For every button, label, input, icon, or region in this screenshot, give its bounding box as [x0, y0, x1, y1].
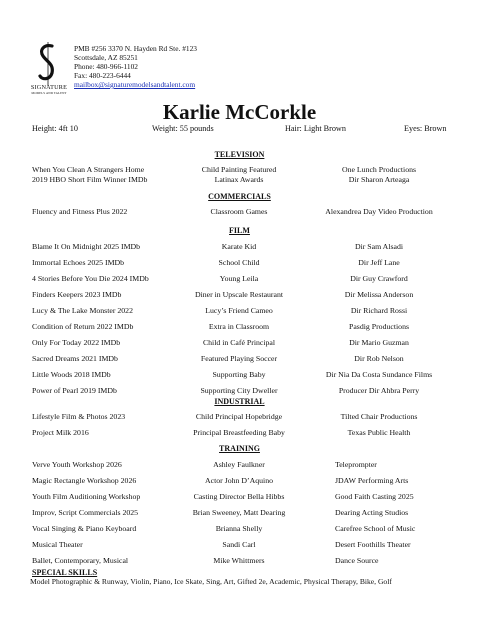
- table-row: [0, 258, 479, 269]
- table-row: [0, 338, 479, 349]
- credit-role: Classroom Games: [210, 207, 268, 216]
- table-row: [0, 207, 479, 218]
- training-course: Magic Rectangle Workshop 2026: [32, 476, 137, 485]
- credit-company: Dir Jeff Lane: [358, 258, 400, 267]
- training-course: Musical Theater: [32, 540, 83, 549]
- credit-role: Child Principal Hopebridge: [195, 412, 283, 421]
- section-title-training: TRAINING: [219, 444, 260, 453]
- table-row: [0, 476, 479, 487]
- credit-company: Texas Public Health: [347, 428, 411, 437]
- table-row: [0, 175, 479, 186]
- credit-company: Pasdig Productions: [349, 322, 409, 331]
- credit-role: Featured Playing Soccer: [200, 354, 278, 363]
- credit-title: Only For Today 2022 IMDb: [32, 338, 121, 347]
- training-instructor: Actor John D’Aquino: [205, 476, 273, 485]
- table-row: [0, 354, 479, 365]
- credit-title: Blame It On Midnight 2025 IMDb: [32, 242, 141, 251]
- training-course: Ballet, Contemporary, Musical: [32, 556, 129, 565]
- credit-title: Lucy & The Lake Monster 2022: [32, 306, 133, 315]
- talent-name: Karlie McCorkle: [162, 100, 317, 124]
- credit-company: Dir Rob Nelson: [354, 354, 404, 363]
- table-row: [0, 412, 479, 423]
- logo-tagline: MODELS AND TALENT: [31, 91, 67, 95]
- fax: Fax: 480-223-6444: [74, 71, 131, 80]
- training-school: Dance Source: [335, 556, 379, 565]
- logo-name: SIGNATURE: [30, 84, 68, 91]
- credit-company: Producer Dir Ahbra Perry: [338, 386, 420, 395]
- table-row: [0, 290, 479, 301]
- credit-company: Dir Nia Da Costa Sundance Films: [325, 370, 433, 379]
- table-row: [0, 540, 479, 551]
- phone: Phone: 480-966-1102: [74, 62, 138, 71]
- training-instructor: Ashley Faulkner: [213, 460, 265, 469]
- credit-title: 2019 HBO Short Film Winner IMDb: [32, 175, 148, 184]
- credit-role: Young Leila: [219, 274, 259, 283]
- training-school: Dearing Acting Studios: [335, 508, 409, 517]
- table-row: [0, 242, 479, 253]
- table-row: [0, 386, 479, 397]
- training-course: Improv, Script Commercials 2025: [32, 508, 139, 517]
- credit-company: One Lunch Productions: [341, 165, 417, 174]
- credit-role: Supporting City Dweller: [200, 386, 278, 395]
- table-row: [0, 322, 479, 333]
- credit-company: Dir Guy Crawford: [350, 274, 408, 283]
- credit-company: Dir Melissa Anderson: [344, 290, 414, 299]
- section-title-special-skills: SPECIAL SKILLS: [32, 568, 98, 577]
- table-row: [0, 274, 479, 285]
- credit-company: Dir Richard Rossi: [350, 306, 408, 315]
- credit-role: Principal Breastfeeding Baby: [193, 428, 285, 437]
- agency-contact: [74, 44, 197, 89]
- eyes-stat: Eyes: Brown: [404, 124, 447, 133]
- section-title-commercials: COMMERCIALS: [208, 192, 271, 201]
- table-row: [0, 556, 479, 567]
- credit-role: Extra in Classroom: [208, 322, 270, 331]
- section-title-film: FILM: [229, 226, 250, 235]
- credit-role: School Child: [218, 258, 260, 267]
- credit-title: When You Clean A Strangers Home: [32, 165, 145, 174]
- credit-company: Dir Sam Alsadi: [354, 242, 404, 251]
- table-row: [0, 508, 479, 519]
- credit-title: Power of Pearl 2019 IMDb: [32, 386, 117, 395]
- credit-title: Project Milk 2016: [32, 428, 89, 437]
- credit-title: Lifestyle Film & Photos 2023: [32, 412, 126, 421]
- credit-role: Supporting Baby: [212, 370, 266, 379]
- credit-title: Finders Keepers 2023 IMDb: [32, 290, 122, 299]
- credit-role: Child in Café Principal: [202, 338, 276, 347]
- credit-role: Karate Kid: [221, 242, 257, 251]
- credit-company: Dir Mario Guzman: [349, 338, 409, 347]
- height-stat: Height: 4ft 10: [32, 124, 78, 133]
- training-school: Teleprompter: [335, 460, 377, 469]
- credit-title: Immortal Echoes 2025 IMDb: [32, 258, 125, 267]
- address-line-2: Scottsdale, AZ 85251: [74, 53, 138, 62]
- training-instructor: Sandi Carl: [222, 540, 256, 549]
- training-course: Verve Youth Workshop 2026: [32, 460, 122, 469]
- section-title-industrial: INDUSTRIAL: [214, 397, 265, 406]
- training-school: Desert Foothills Theater: [335, 540, 411, 549]
- credit-title: 4 Stories Before You Die 2024 IMDb: [32, 274, 149, 283]
- hair-stat: Hair: Light Brown: [285, 124, 346, 133]
- table-row: [0, 306, 479, 317]
- address-line-1: PMB #256 3370 N. Hayden Rd Ste. #123: [74, 44, 197, 53]
- weight-stat: Weight: 55 pounds: [152, 124, 214, 133]
- credit-role: Lucy’s Friend Cameo: [205, 306, 273, 315]
- table-row: [0, 492, 479, 503]
- credit-title: Fluency and Fitness Plus 2022: [32, 207, 128, 216]
- email-link[interactable]: mailbox@signaturemodelsandtalent.com: [74, 80, 196, 89]
- table-row: [0, 460, 479, 471]
- credit-role: Diner in Upscale Restaurant: [194, 290, 284, 299]
- special-skills-text: Model Photographic & Runway, Violin, Piano, Ice Skate, Sing, Art, Gifted 2e, Academic, Physical Therapy, Bike, Golf: [30, 577, 392, 586]
- credit-title: Sacred Dreams 2021 IMDb: [32, 354, 118, 363]
- section-title-television: TELEVISION: [214, 150, 265, 159]
- credit-role: Latinax Awards: [214, 175, 264, 184]
- training-school: Good Faith Casting 2025: [335, 492, 414, 501]
- training-instructor: Brianna Shelly: [215, 524, 263, 533]
- training-instructor: Mike Whittmers: [213, 556, 265, 565]
- training-instructor: Casting Director Bella Hibbs: [193, 492, 285, 501]
- training-course: Youth Film Auditioning Workshop: [32, 492, 141, 501]
- training-instructor: Brian Sweeney, Matt Dearing: [192, 508, 286, 517]
- credit-title: Little Woods 2018 IMDb: [32, 370, 111, 379]
- training-school: Carefree School of Music: [335, 524, 416, 533]
- credit-company: Alexandrea Day Video Production: [325, 207, 433, 216]
- table-row: [0, 370, 479, 381]
- credit-company: Dir Sharon Arteaga: [348, 175, 410, 184]
- credit-role: Child Painting Featured: [201, 165, 277, 174]
- training-school: JDAW Performing Arts: [335, 476, 409, 485]
- credit-company: Tilted Chair Productions: [340, 412, 418, 421]
- table-row: [0, 428, 479, 439]
- credit-title: Condition of Return 2022 IMDb: [32, 322, 134, 331]
- training-course: Vocal Singing & Piano Keyboard: [32, 524, 137, 533]
- table-row: [0, 524, 479, 535]
